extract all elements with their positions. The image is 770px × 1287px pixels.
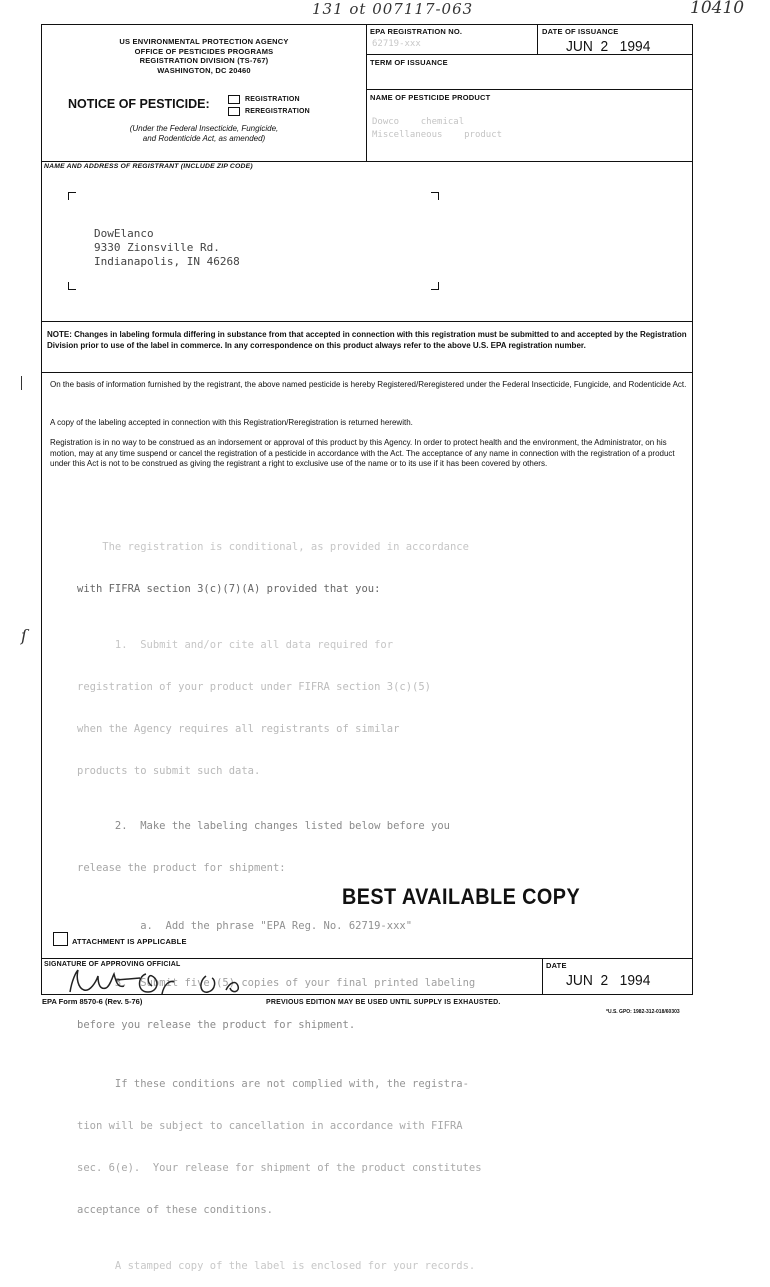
form-number: EPA Form 8570-6 (Rev. 5-76) <box>42 997 143 1006</box>
attachment-checkbox[interactable] <box>53 932 68 946</box>
reg-no-label: EPA REGISTRATION NO. <box>370 27 463 36</box>
date-of-issuance-value: JUN 2 1994 <box>566 38 651 55</box>
typed-line: 1. Submit and/or cite all data required for <box>77 639 394 651</box>
typed-line: before you release the product for shipment. <box>77 1019 356 1031</box>
registration-disclaimer-paragraph: Registration is in no way to be construed as an indorsement or approval of this product by this Agency. In order to protect health and the environment, the Administrator, on his motion, may at any time suspend or cancel the registration of a pesticide in accordance with the Act. The acceptance of any name in connection with the registration of a product under this Act is not to be construed as giving the registrant a right to exclusive use of the name or to its use if it has been covered by others. <box>50 438 675 468</box>
registrant-name: DowElanco <box>94 227 154 240</box>
typed-line: when the Agency requires all registrants of similar <box>77 723 400 735</box>
typed-line: 2. Make the labeling changes listed below before you <box>77 820 450 832</box>
product-name-line-2: Miscellaneous product <box>372 130 503 140</box>
gpo-imprint: *U.S. GPO: 1982-312-018/60303 <box>606 1009 680 1015</box>
signature-date-label: DATE <box>546 961 567 970</box>
previous-edition-notice: PREVIOUS EDITION MAY BE USED UNTIL SUPPLY IS EXHAUSTED. <box>266 999 501 1006</box>
signature-date-value: JUN 2 1994 <box>566 972 651 989</box>
product-name-line-1: Dowco chemical <box>372 117 486 127</box>
typed-line: products to submit such data. <box>77 765 261 777</box>
agency-line-1: US ENVIRONMENTAL PROTECTION AGENCY <box>119 37 289 46</box>
notice-title: NOTICE OF PESTICIDE: <box>68 97 210 111</box>
reg-no-value: 62719-xxx <box>372 39 421 49</box>
address-corner-mark <box>431 192 439 200</box>
margin-mark: ſ <box>21 626 27 645</box>
registrant-street: 9330 Zionsville Rd. <box>94 241 220 254</box>
registrant-address <box>94 227 240 269</box>
typed-line: If these conditions are not complied with, the registra- <box>77 1078 469 1090</box>
typed-line: a. Add the phrase "EPA Reg. No. 62719-xxx" <box>77 920 413 932</box>
agency-line-2: OFFICE OF PESTICIDES PROGRAMS <box>134 46 274 56</box>
address-corner-mark <box>68 192 76 200</box>
best-available-copy-stamp: BEST AVAILABLE COPY <box>342 884 581 909</box>
header-divider <box>366 24 367 161</box>
agency-block <box>42 37 366 75</box>
typed-line: 3. Submit five (5) copies of your final printed labeling <box>77 977 476 989</box>
section-rule <box>41 958 693 959</box>
header-divider <box>537 24 538 54</box>
margin-mark <box>21 376 22 390</box>
typed-line: tion will be subject to cancellation in accordance with FIFRA <box>77 1120 463 1132</box>
address-corner-mark <box>68 282 76 290</box>
registrant-label: NAME AND ADDRESS OF REGISTRANT (INCLUDE ZIP CODE) <box>44 163 253 170</box>
labeling-copy-paragraph: A copy of the labeling accepted in connection with this Registration/Reregistration is returned herewith. <box>50 418 413 427</box>
top-handwritten-annotation: 131 ot 007117-063 <box>312 0 474 18</box>
handwritten-signature <box>66 966 306 998</box>
typed-line: The registration is conditional, as provided in accordance <box>77 541 469 553</box>
registration-basis-paragraph: On the basis of information furnished by the registrant, the above named pesticide is hereby Registered/Reregistered under the Federal Insecticide, Fungicide, and Rodenticide Act. <box>50 380 687 389</box>
header-rule <box>41 161 693 162</box>
section-rule <box>41 372 693 373</box>
registration-checkbox[interactable] <box>228 95 240 104</box>
act-reference <box>42 124 366 144</box>
date-of-issuance-label: DATE OF ISSUANCE <box>542 27 619 36</box>
attachment-label: ATTACHMENT IS APPLICABLE <box>72 937 187 946</box>
typed-line: sec. 6(e). Your release for shipment of the product constitutes <box>77 1162 482 1174</box>
typed-line: A stamped copy of the label is enclosed for your records. <box>77 1260 476 1272</box>
signature-divider <box>542 958 543 995</box>
registrant-city: Indianapolis, IN 46268 <box>94 255 240 268</box>
typed-line: with FIFRA section 3(c)(7)(A) provided that you: <box>77 583 381 595</box>
address-corner-mark <box>431 282 439 290</box>
typed-line: registration of your product under FIFRA section 3(c)(5) <box>77 681 432 693</box>
act-reference-line-2: and Rodenticide Act, as amended) <box>142 134 266 143</box>
section-rule <box>41 321 693 322</box>
product-name-label: NAME OF PESTICIDE PRODUCT <box>370 93 491 102</box>
term-of-issuance-label: TERM OF ISSUANCE <box>370 58 448 67</box>
agency-line-4: WASHINGTON, DC 20460 <box>157 65 251 75</box>
reregistration-option-label: REREGISTRATION <box>245 108 310 115</box>
typed-line: release the product for shipment: <box>77 862 286 874</box>
labeling-note: NOTE: Changes in labeling formula differing in substance from that accepted in connection with this registration must be submitted to and accepted by the Registration Division prior to use of the label in commerce. In any correspondence on this product always refer to the above U.S. EPA registration number. <box>47 330 687 350</box>
agency-line-3: REGISTRATION DIVISION (TS-767) <box>139 56 269 65</box>
reregistration-checkbox[interactable] <box>228 107 240 116</box>
typed-line: acceptance of these conditions. <box>77 1204 273 1216</box>
header-rule <box>366 89 693 90</box>
top-handwritten-number: 10410 <box>690 0 745 18</box>
registration-option-label: REGISTRATION <box>245 96 300 103</box>
signature-label: SIGNATURE OF APPROVING OFFICIAL <box>44 961 181 968</box>
act-reference-line-1: (Under the Federal Insecticide, Fungicide, <box>129 124 279 133</box>
